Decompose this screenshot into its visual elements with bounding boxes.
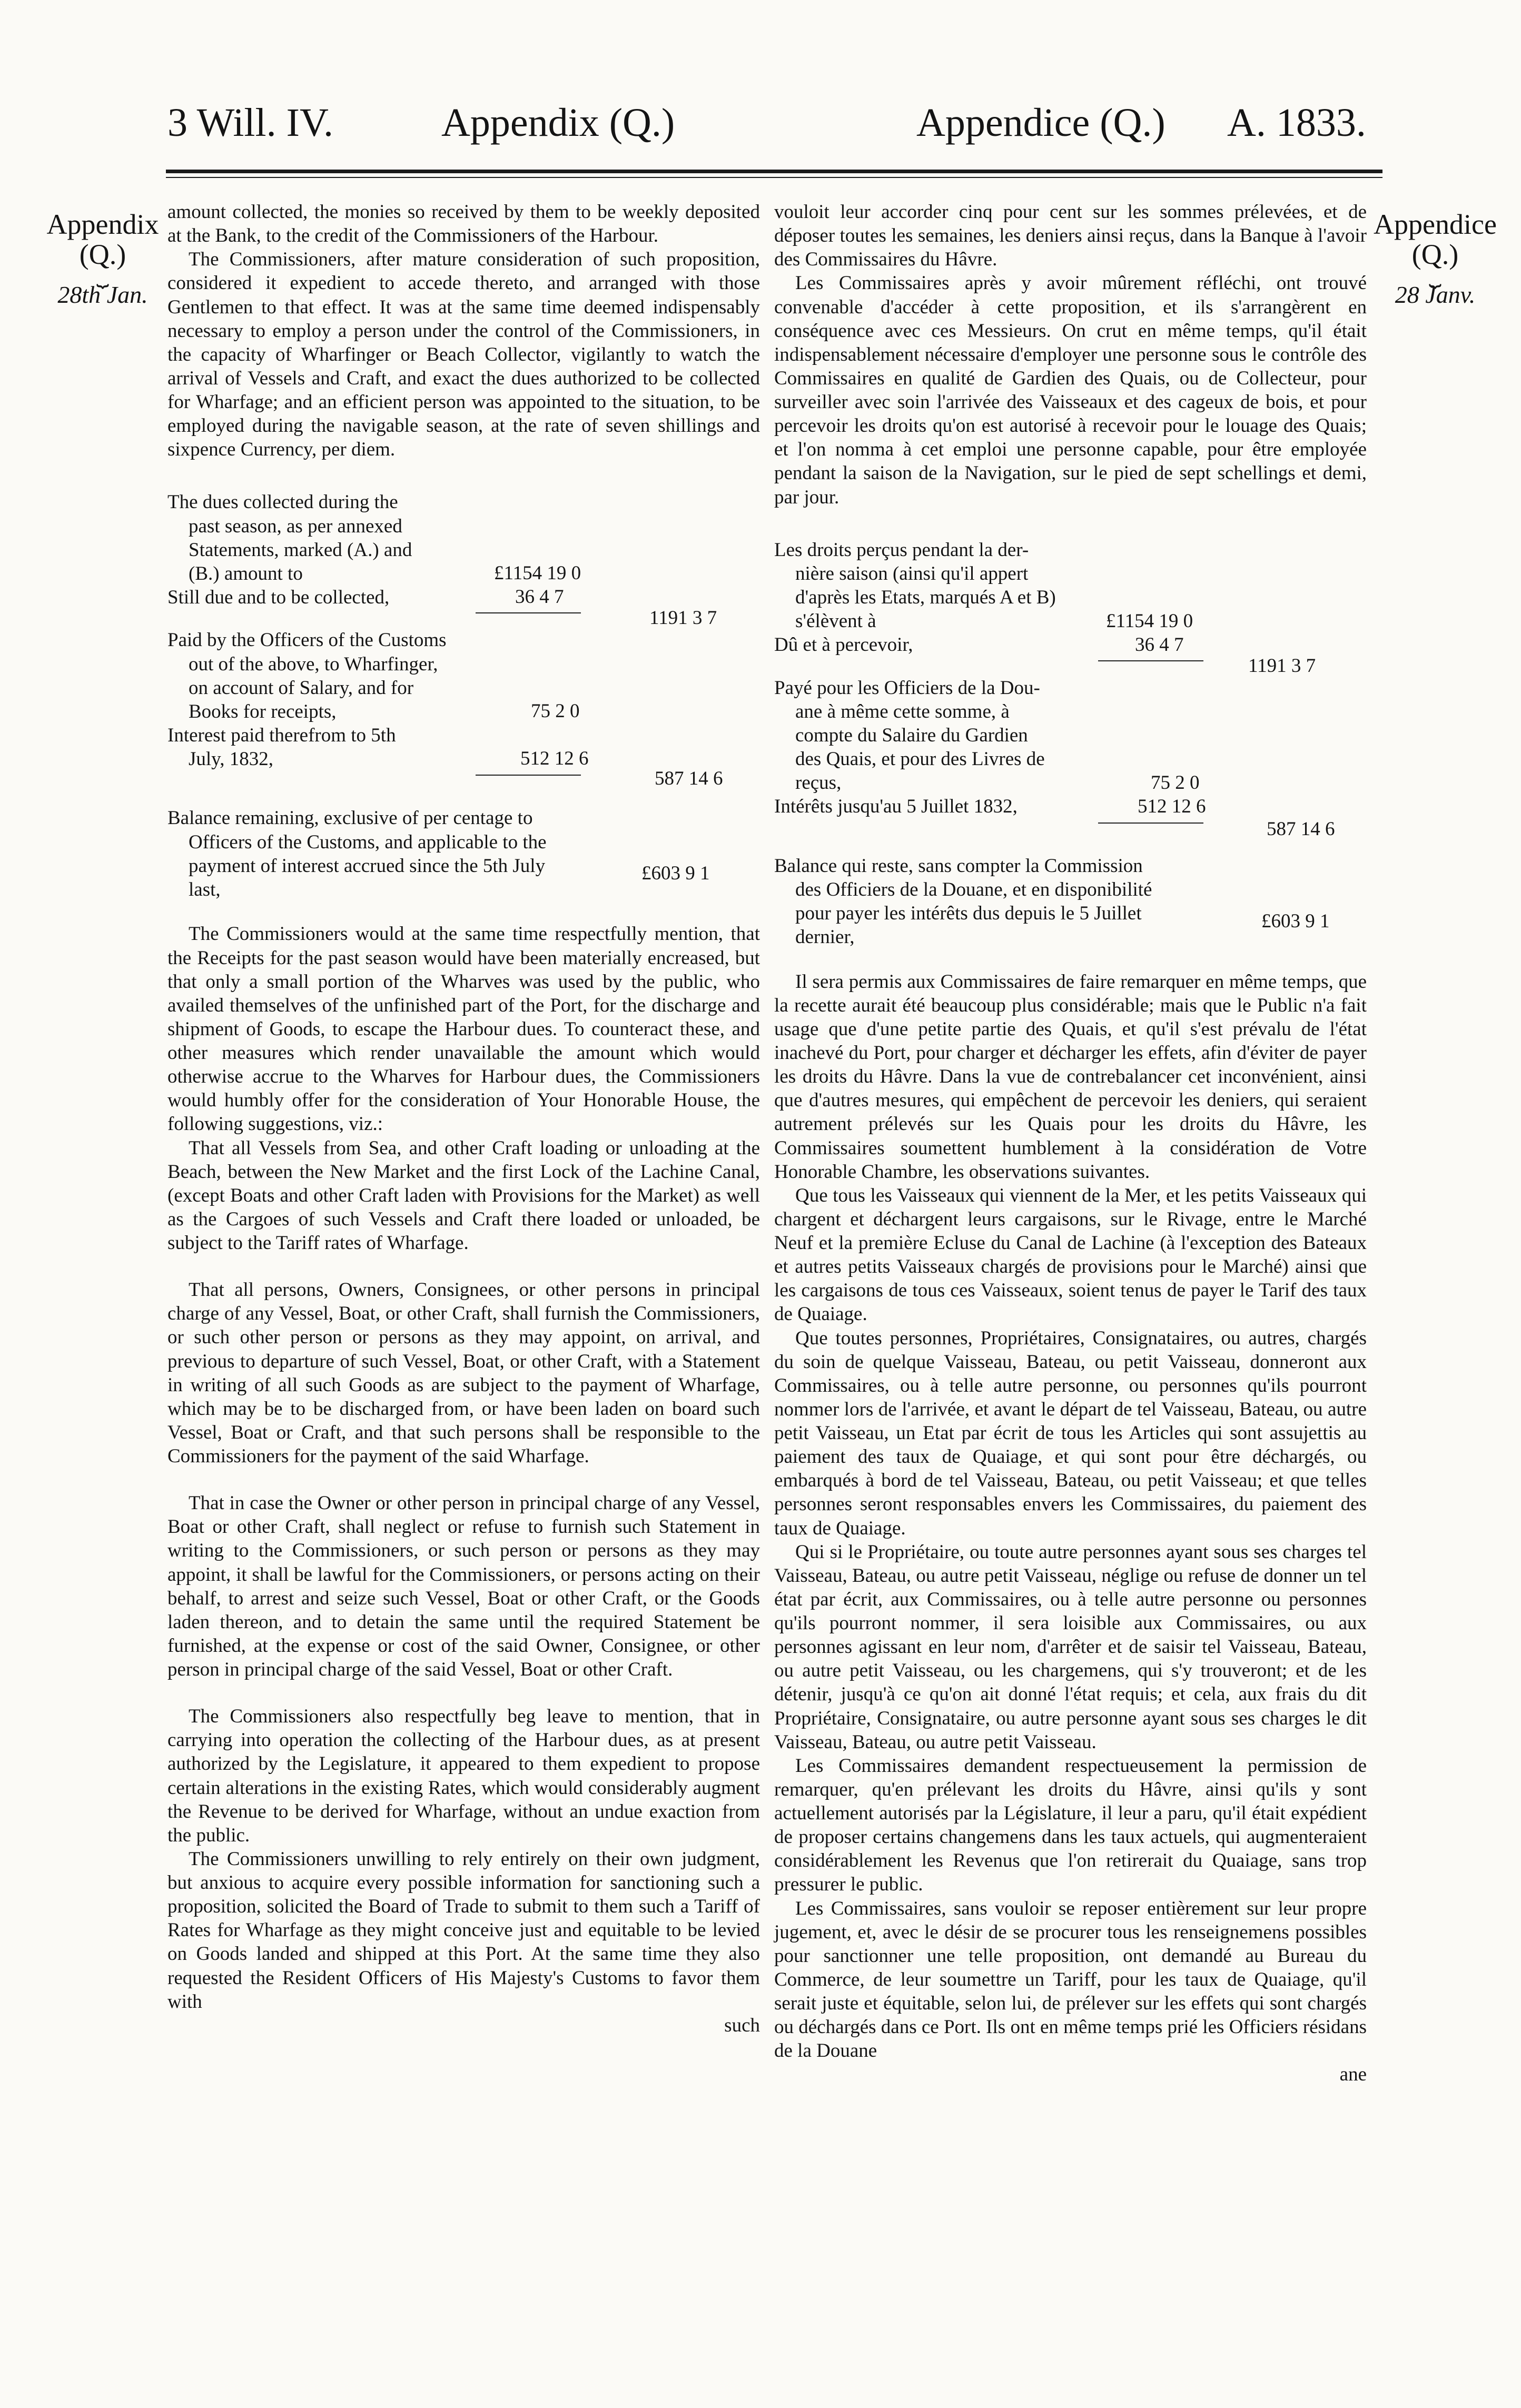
margin-note-right xyxy=(1369,210,1501,309)
fr-sum-rule xyxy=(1098,660,1203,661)
english-column xyxy=(167,200,760,2037)
en-dues-line: (B.) amount to xyxy=(189,562,303,584)
page-title-english: Appendix (Q.) xyxy=(441,101,675,145)
en-balance-line: Officers of the Customs, and applicable to the xyxy=(189,831,547,853)
fr-paid-line: compte du Salaire du Gardien xyxy=(795,724,1028,746)
fr-paragraph-5: Que toutes personnes, Propriétaires, Consignataires, ou autres, chargés du soin de quelque Vaisseau, Bateau, ou petit Vaisseau, donneront aux Commissaires, ou à telle autre personne, ou personnes qu'ils pourront nommer lors de l'arrivée, et avant le départ de tel Vaisseau, Bateau, ou autre petit Vaisseau, un Etat par écrit de tous les Articles qui sont assujettis au paiement des taux de Quaiage, et qui sont pour être déchargés, ou embarqués à bord de tel Vaisseau, Bateau, ou petit Vaisseau; et que telles personnes seront responsables envers les Commissaires, du paiement des taux de Quaiage. xyxy=(774,1327,1367,1539)
en-balance-line: last, xyxy=(189,878,221,900)
margin-q: (Q.) xyxy=(79,238,126,270)
page-title-french: Appendice (Q.) xyxy=(916,101,1166,145)
en-still-due: Still due and to be collected, xyxy=(167,586,390,608)
header-rule-thin xyxy=(166,177,1382,178)
en-balance-line: Balance remaining, exclusive of per centage to xyxy=(167,807,533,829)
fr-total-1: 1191 3 7 xyxy=(1248,655,1316,677)
french-column xyxy=(774,200,1367,2087)
en-interest-line: July, 1832, xyxy=(189,748,274,770)
en-interest-line: Interest paid therefrom to 5th xyxy=(167,724,396,746)
fr-balance-line: des Officiers de la Douane, et en disponibilité xyxy=(795,878,1152,900)
en-paragraph-1: amount collected, the monies so received by them to be weekly deposited at the Bank, to the credit of the Commissioners of the Harbour. xyxy=(167,201,760,247)
fr-dues-line: Les droits perçus pendant la der- xyxy=(774,539,1029,561)
fr-paid-line: Payé pour les Officiers de la Dou- xyxy=(774,677,1040,699)
en-balance-line: payment of interest accrued since the 5th July xyxy=(189,855,546,877)
fr-paid-line: reçus, xyxy=(795,772,842,794)
fr-balance-line: pour payer les intérêts dus depuis le 5 Juillet xyxy=(795,902,1142,924)
en-paragraph-4: That all Vessels from Sea, and other Craft loading or unloading at the Beach, between the New Market and the first Lock of the Lachine Canal, (except Boats and other Craft laden with Provisions for the Market) as well as the Cargoes of such Vessels and Craft there loaded or unloaded, be subject to the Tariff rates of Wharfage. xyxy=(167,1137,760,1254)
header-rule xyxy=(166,170,1382,173)
en-still-amount: 36 4 7 xyxy=(515,586,564,608)
fr-paragraph-3: Il sera permis aux Commissaires de faire remarquer en même temps, que la recette aurait été beaucoup plus considérable; mais que le Public n'a fait usage que d'une petite partie des Quais, et qu'il s'est prévalu de l'état inachevé du Port, pour charger et décharger les effets, afin d'éviter de payer les droits du Hâvre. Dans la vue de contrebalancer cet inconvénient, ainsi que d'autres mesures, qui empêchent de percevoir les deniers, qui seraient autrement prélevés sur les Quais pour les droits du Hâvre, les Commissaires soumettent humblement à la considération de Votre Honorable Chambre, les observations suivantes. xyxy=(774,970,1367,1183)
margin-date: 28th Jan. xyxy=(57,281,148,309)
fr-balance-amount: £603 9 1 xyxy=(1261,910,1330,932)
margin-note-left xyxy=(39,210,166,309)
fr-catchword: ane xyxy=(1339,2064,1367,2086)
fr-paid-amount: 75 2 0 xyxy=(1151,771,1200,794)
en-interest-amount: 512 12 6 xyxy=(520,748,589,770)
en-paragraph-8: The Commissioners unwilling to rely entirely on their own judgment, but anxious to acquire every possible information for sanctioning such a proposition, solicited the Board of Trade to submit to them such a Tariff of Rates for Wharfage as they might conceive just and equitable to be levied on Goods landed and shipped at this Port. At the same time they also requested the Resident Officers of His Majesty's Customs to favor them with xyxy=(167,1848,760,2013)
fr-account xyxy=(774,538,1367,948)
fr-balance-line: dernier, xyxy=(795,926,855,948)
fr-still-amount: 36 4 7 xyxy=(1135,633,1184,656)
en-dues-line: past season, as per annexed xyxy=(189,515,402,537)
fr-still-due: Dû et à percevoir, xyxy=(774,634,913,656)
en-total-2: 587 14 6 xyxy=(655,768,723,790)
fr-dues-line: nière saison (ainsi qu'il appert xyxy=(795,562,1029,584)
en-paragraph-3: The Commissioners would at the same time respectfully mention, that the Receipts for the past season would have been materially encreased, but that only a small portion of the Wharves was used by the public, who availed themselves of the unfinished part of the Port, for the discharge and shipment of Goods, to escape the Harbour dues. To counteract these, and other measures which render unavailable the amount which would otherwise accrue to the Wharves for Harbour dues, the Commissioners would humbly offer for the consideration of Your Honorable House, the following suggestions, viz.: xyxy=(167,923,760,1135)
en-paragraph-7: The Commissioners also respectfully beg leave to mention, that in carrying into operation the collecting of the Harbour dues, as at present authorized by the Legislature, it appeared to them expedient to propose certain alterations in the existing Rates, which would considerably augment the Revenue to be derived for Wharfage, without an undue exaction from the public. xyxy=(167,1706,760,1846)
fr-balance-line: Balance qui reste, sans compter la Commission xyxy=(774,855,1143,877)
fr-paragraph-4: Que tous les Vaisseaux qui viennent de la Mer, et les petits Vaisseaux qui chargent et déchargent leurs cargaisons, sur le Rivage, entre le Marché Neuf et la première Ecluse du Canal de Lachine (à l'exception des Bateaux et autres petits Vaisseaux chargés de provisions pour le Marché) ainsi que les cargaisons de tous ces Vaisseaux, soient tenus de payer le Tarif des taux de Quaiage. xyxy=(774,1184,1367,1325)
en-dues-amount: £1154 19 0 xyxy=(494,562,581,584)
margin-date-fr: 28 Janv. xyxy=(1395,281,1476,309)
margin-q-fr: (Q.) xyxy=(1411,238,1459,270)
en-paid-amount: 75 2 0 xyxy=(531,700,580,722)
en-dues-line: Statements, marked (A.) and xyxy=(189,539,412,561)
en-paid-line: on account of Salary, and for xyxy=(189,677,414,699)
en-account xyxy=(167,490,760,900)
en-balance-amount: £603 9 1 xyxy=(641,863,710,885)
fr-dues-amount: £1154 19 0 xyxy=(1106,610,1193,632)
en-catchword: such xyxy=(724,2014,760,2036)
brace-icon: ⏟ xyxy=(1429,263,1441,288)
fr-dues-line: d'après les Etats, marqués A et B) xyxy=(795,586,1056,608)
brace-icon: ⏟ xyxy=(96,263,109,288)
fr-paragraph-6: Qui si le Propriétaire, ou toute autre personnes ayant sous ses charges tel Vaisseau, Bateau, ou autre petit Vaisseau, néglige ou refuse de donner un tel état par écrit, aux Commissaires, ou à telle autre personne ou personnes qu'ils pourront nommer, il sera loisible aux Commissaires, ou aux personnes agissant en leur nom, d'arrêter et de saisir tel Vaisseau, Bateau, ou autre petit Vaisseau, ou les chargemens, qui s'y trouveront; et de les détenir, jusqu'à ce qu'on ait donné l'état requis; et cela, aux frais du dit Propriétaire, Consignataire, ou autre personne ayant sous ses charges le dit Vaisseau, Bateau, ou autre petit Vaisseau. xyxy=(774,1541,1367,1753)
fr-paragraph-2: Les Commissaires après y avoir mûrement réfléchi, ont trouvé convenable d'accéder à cette proposition, et ils s'arrangèrent en conséquence avec ces Messieurs. On crut en même temps, qu'il était indispensablement nécessaire d'employer une personne sous le contrôle des Commissaires en qualité de Gardien des Quais, ou de Collecteur, pour surveiller avec soin l'arrivée des Vaisseaux et des cageux de bois, et pour percevoir les droits qu'on est autorisé à recevoir pour le louage des Quais; et l'on nomma à cet emploi une personne capable, pour être employée pendant la saison de la Navigation, sur le pied de sept schellings et demi, par jour. xyxy=(774,272,1367,508)
fr-paid-line: des Quais, et pour des Livres de xyxy=(795,748,1045,770)
en-sum-rule xyxy=(476,612,581,613)
en-paragraph-5: That all persons, Owners, Consignees, or other persons in principal charge of any Vessel, Boat, or other Craft, shall furnish the Commissioners, or such other person or persons as they may appoint, on arrival, and previous to departure of such Vessel, Boat, or other Craft, with a Statement in writing of all such Goods as are subject to the payment of Wharfage, which may be to be discharged from, or have been laden on board such Vessel, Boat or Craft, and that such persons shall be responsible to the Commissioners for the payment of the said Wharfage. xyxy=(167,1279,760,1467)
fr-interest-amount: 512 12 6 xyxy=(1138,795,1206,817)
fr-interest-line: Intérêts jusqu'au 5 Juillet 1832, xyxy=(774,796,1018,818)
en-dues-line: The dues collected during the xyxy=(167,491,398,513)
en-paragraph-2: The Commissioners, after mature consideration of such proposition, considered it expedient to accede thereto, and arranged with those Gentlemen to that effect. It was at the same time deemed indispensably necessary to employ a person under the control of the Commissioners, in the capacity of Wharfinger or Beach Collector, vigilantly to watch the arrival of Vessels and Craft, and exact the dues authorized to be collected for Wharfage; and an efficient person was appointed to the situation, to be employed during the navigable season, at the rate of seven shillings and sixpence Currency, per diem. xyxy=(167,249,760,461)
en-paid-line: Paid by the Officers of the Customs xyxy=(167,629,447,651)
en-paragraph-6: That in case the Owner or other person in principal charge of any Vessel, Boat or other Craft, shall neglect or refuse to furnish such Statement in writing to the Commissioners, or such person or persons as they may appoint, it shall be lawful for the Commissioners, or persons acting on their behalf, to arrest and seize such Vessel, Boat or other Craft, or the Goods laden thereon, and to detain the same until the required Statement be furnished, at the expense or cost of the said Owner, Consignee, or other person in principal charge of the said Vessel, Boat or other Craft. xyxy=(167,1492,760,1680)
regnal-year: 3 Will. IV. xyxy=(167,101,334,145)
fr-dues-line: s'élèvent à xyxy=(795,610,876,632)
margin-appendix: Appendix xyxy=(46,209,159,240)
fr-sum-rule xyxy=(1098,823,1203,824)
en-total-1: 1191 3 7 xyxy=(649,607,717,629)
fr-total-2: 587 14 6 xyxy=(1267,818,1335,840)
margin-appendice: Appendice xyxy=(1374,209,1497,240)
en-sum-rule xyxy=(476,775,581,776)
fr-paragraph-1: vouloit leur accorder cinq pour cent sur les sommes prélevées, et de déposer toutes les semaines, les deniers ainsi reçus, dans la Banque à l'avoir des Commissaires du Hâvre. xyxy=(774,201,1367,271)
fr-paid-line: ane à même cette somme, à xyxy=(795,700,1010,722)
en-paid-line: out of the above, to Wharfinger, xyxy=(189,653,438,675)
fr-paragraph-7: Les Commissaires demandent respectueusement la permission de remarquer, qu'en prélevant les droits du Hâvre, ainsi qu'ils y sont actuellement autorisés par la Législature, il leur a paru, qu'il était expédient de proposer certains changemens dans les taux actuels, qui augmenteraient considérablement les Revenus que l'on retirerait du Quaiage, sans trop pressurer le public. xyxy=(774,1755,1367,1896)
en-paid-line: Books for receipts, xyxy=(189,700,337,722)
year-marker: A. 1833. xyxy=(1227,101,1366,145)
fr-paragraph-8: Les Commissaires, sans vouloir se reposer entièrement sur leur propre jugement, et, avec le désir de se procurer tous les renseignemens possibles pour sanctionner une telle proposition, ont demandé au Bureau du Commerce, de leur soumettre un Tariff, pour les taux de Quaiage, qu'il serait juste et équitable, selon lui, de prélever sur les effets qui sont chargés ou déchargés dans ce Port. Ils ont en même temps prié les Officiers résidans de la Douane xyxy=(774,1897,1367,2062)
